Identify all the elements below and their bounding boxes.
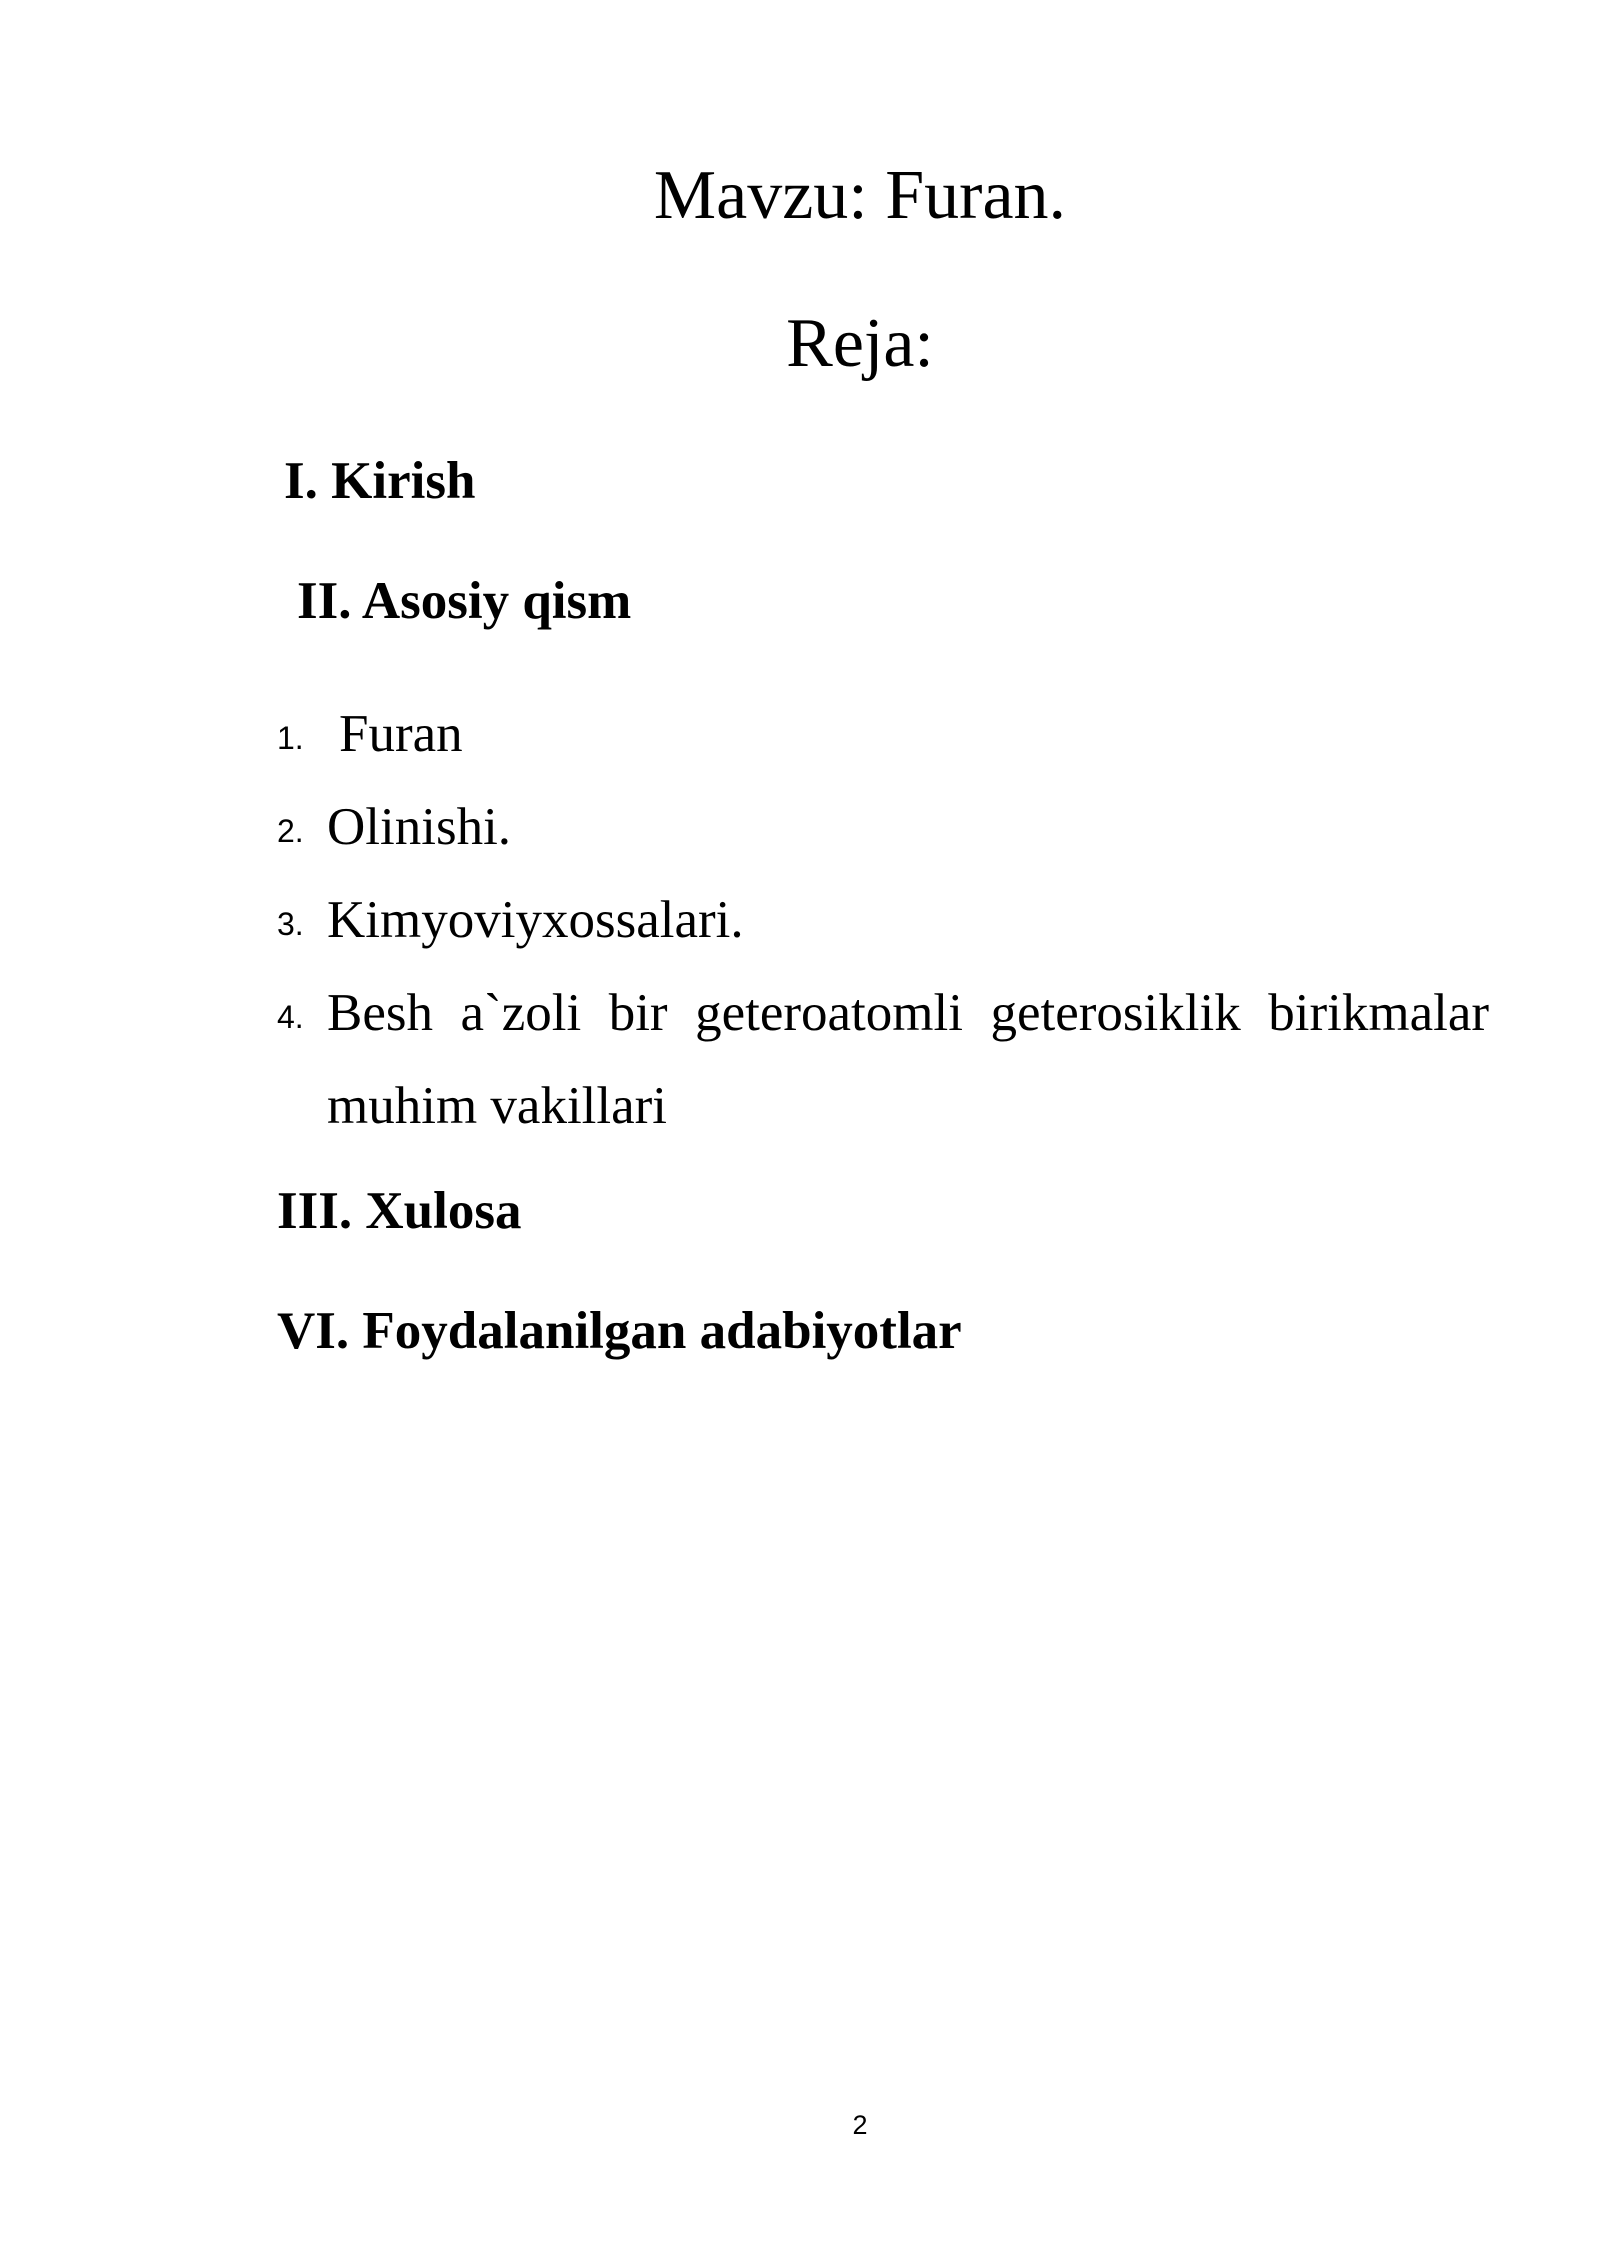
list-item-number: 2. bbox=[277, 813, 304, 849]
list-item bbox=[277, 967, 1489, 1153]
list-item-text: Besh a`zoli bir geteroatomli geterosiklik birikmalar muhim vakillari bbox=[327, 984, 1489, 1135]
section-references: VI. Foydalanilgan adabiyotlar bbox=[277, 1302, 962, 1360]
list-item-text: Furan bbox=[339, 705, 463, 763]
list-item-number: 4. bbox=[277, 999, 304, 1035]
list-item-number: 1. bbox=[277, 720, 304, 756]
list-item-text: Kimyoviyxossalari. bbox=[327, 891, 744, 949]
main-part-list bbox=[277, 688, 1489, 1153]
document-title: Mavzu: Furan. bbox=[653, 157, 1067, 234]
list-item-number: 3. bbox=[277, 906, 304, 942]
list-item bbox=[277, 781, 1489, 874]
section-introduction: I. Kirish bbox=[284, 452, 476, 510]
list-item-text: Olinishi. bbox=[327, 798, 512, 856]
list-item bbox=[277, 688, 1489, 781]
section-main-part: II. Asosiy qism bbox=[297, 572, 632, 630]
section-conclusion: III. Xulosa bbox=[277, 1182, 522, 1240]
plan-heading: Reja: bbox=[786, 305, 934, 382]
page-number: 2 bbox=[852, 2110, 868, 2140]
list-item bbox=[277, 874, 1489, 967]
